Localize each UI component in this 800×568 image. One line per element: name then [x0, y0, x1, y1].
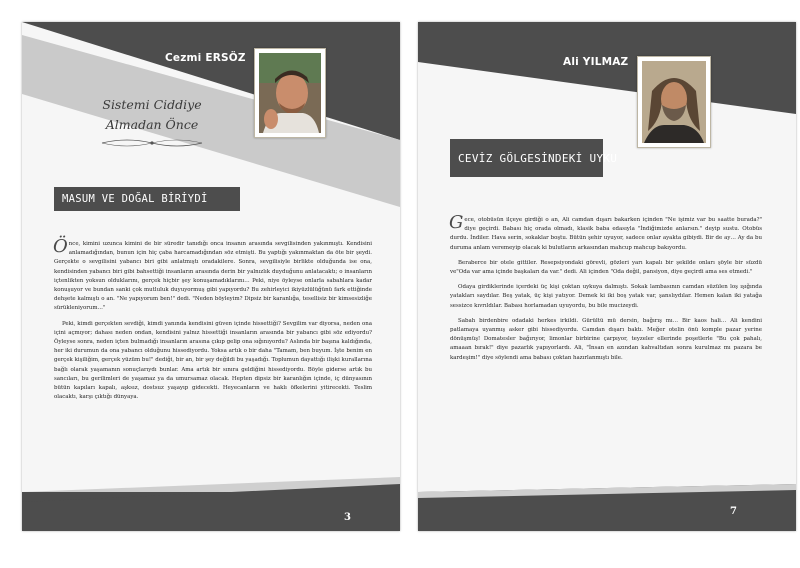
book-page-left	[22, 22, 400, 531]
section-title: MASUM VE DOĞAL BİRİYDİ	[54, 187, 240, 211]
paragraph: Peki, kimdi gerçekten sevdiği, kimdi yanında kendisini güven içinde hissettiği? Sevgilim var diyorsa, neden ona içini açmıyor; dahası neden ondan, kendisini yalnız hissettiği insanların arasında bir yabancı gibi söz ediyordu? Öyleyse sonra, neden içten bulmadığı insanların arasına çıkıp gelip ona sığınıyordu? Aslında bir başına kaldığında, her iki durumun da ona yabancı olduğunu hissediyordu. Yoksa artık o bir daha "Tamam, ben buyum. İşte benim en gerçek kişiliğim, gerçek yüzüm bu!" dediği, bir an, bir şey değildi bu yaşadığı. Toplumun dayattığı ilişki kurallarına bağlı olarak yaşamanın sonuçlarıydı bunlar. Ama artık bir sınıra geldiğini hissediyordu. Böyle giderse artık bu sancıları, bu gerilimleri de yaşamaz ya da umursamaz olacak. Hepten dipsiz bir karanlığın içinde, iç dünyasının bütün kapıları kapalı, aşksız, dostsuz yaşayıp gidecekti. Heyecanların ve haklı öfkelerini yitirecekti. Teslim olacaktı, karşı çıktığı dünyaya.	[54, 320, 372, 401]
dropcap-letter: Ö	[53, 236, 68, 257]
author-name: Cezmi ERSÖZ	[165, 52, 246, 64]
paragraph: Gece, otobüsün ilçeye girdiği o an, Ali camdan dışarı bakarken içinden "Ne işimiz var bu saatte burada?" diye geçirdi. Babası hiç orada olmadı, klasik baba edasıyla "İndiğimizde anlarsın." deyip sustu. Otobüs durdu. İndiler. Hava serin, sokaklar boştu. Bütün şehir uyuyor, sadece onlar ayakta gibiydi. Bir de ay… Ay da bu duruma anlam veremeyip olacak ki bulutların arkasından mahcup mahcup bakıyordu.	[449, 212, 762, 251]
author-photo	[637, 56, 711, 148]
paragraph: Sabah birdenbire odadaki herkes irkildi. Gürültü mü dersin, bağırış mı… Bir kaos hali… Ali kendini patlamaya uyanmış asker gibi hissediyordu. Camdan dışarı baktı. Meğer otelin önü komple pazar yerine dönüşmüş! Domatesler bağırıyor, limonlar birbirine çarpıyor, teyzeler ellerinde poşetlerle "Bu çok pahalı, amaaan bırak!" diye pazarlık yapıyorlardı. Ali, "İnsan en azından kahvaltıdan sonra kurulmaz mı pazara be kardeşim!" diye söylendi ama babası çoktan hazırlanmıştı bile.	[450, 317, 762, 361]
dropcap-letter: G	[449, 212, 464, 233]
author-name: Ali YILMAZ	[563, 56, 629, 68]
article-body	[53, 236, 372, 408]
author-photo	[254, 48, 326, 138]
script-subtitle	[82, 95, 222, 135]
portrait-image	[642, 61, 706, 143]
paragraph: Beraberce bir otele gittiler. Resepsiyondaki görevli, gözleri yarı kapalı bir şekilde onları şöyle bir süzdü ve"Oda var ama içinde başkaları da var." dedi. Ali içinden "Oda değil, pansiyon, diye geçirdi ama ses etmedi."	[450, 259, 762, 276]
paragraph: Önce, kimini uzunca kimini de bir süredir tanıdığı onca insanın arasında sevgilisinden yakınmıştı. Kendisini anlamadığından, bunun için hiç çaba harcamadığından söz etmişti. Bu yaptığı yakınmaktan da öte bir şeydi. Gerçekte o sevgilisini yabancı biri gibi anlatmıştı oradakilere. Sonra, sevgilisiyle birlikte olduğunda ise ona, kendisinden yabancı biri gibi bahsettiği insanların arasında derin bir yalnızlık duyduğunu anlatacaktı; o insanların içtenlikten yoksun olduklarını, gerçek hiçbir şey konuşamadıklarını… Peki, niye öyleyse onlarla sabahlara kadar konuşuyor ve bundan sanki çok mutluluk duyuyormuş gibi yapıyordu? Bu zehirleyici ikiyüzlülüğünü fark ettiğinde dehşete kalmıştı o an. "Ne yapıyorum ben!" dedi. "Neden böyleyim? Dipsiz bir karanlığa, tesellisiz bir kimsesizliğe sürükleniyorum…"	[53, 236, 372, 312]
paragraph: Odaya girdiklerinde içerdeki üç kişi çoktan uykuya dalmıştı. Sokak lambasının camdan süzülen loş ışığında yatakları saydılar. Beş yatak, üç kişi yatıyor. Demek ki iki boş yatak var, şanslıydılar. Hemen kalan iki yatağa sessizce kıvrıldılar. Babası horlamadan uyuyordu, bu bile mucizeydi.	[450, 284, 762, 309]
ornament-divider	[97, 136, 207, 150]
portrait-image	[259, 53, 321, 133]
script-subtitle-line-1: Sistemi Ciddiye	[102, 97, 202, 112]
script-subtitle-line-2: Almadan Önce	[105, 117, 199, 132]
page-number: 7	[730, 506, 737, 517]
book-page-right	[418, 22, 796, 531]
article-body	[449, 212, 762, 369]
section-title: CEVİZ GÖLGESİNDEKİ UYKU	[450, 139, 603, 177]
page-number: 3	[344, 512, 351, 523]
